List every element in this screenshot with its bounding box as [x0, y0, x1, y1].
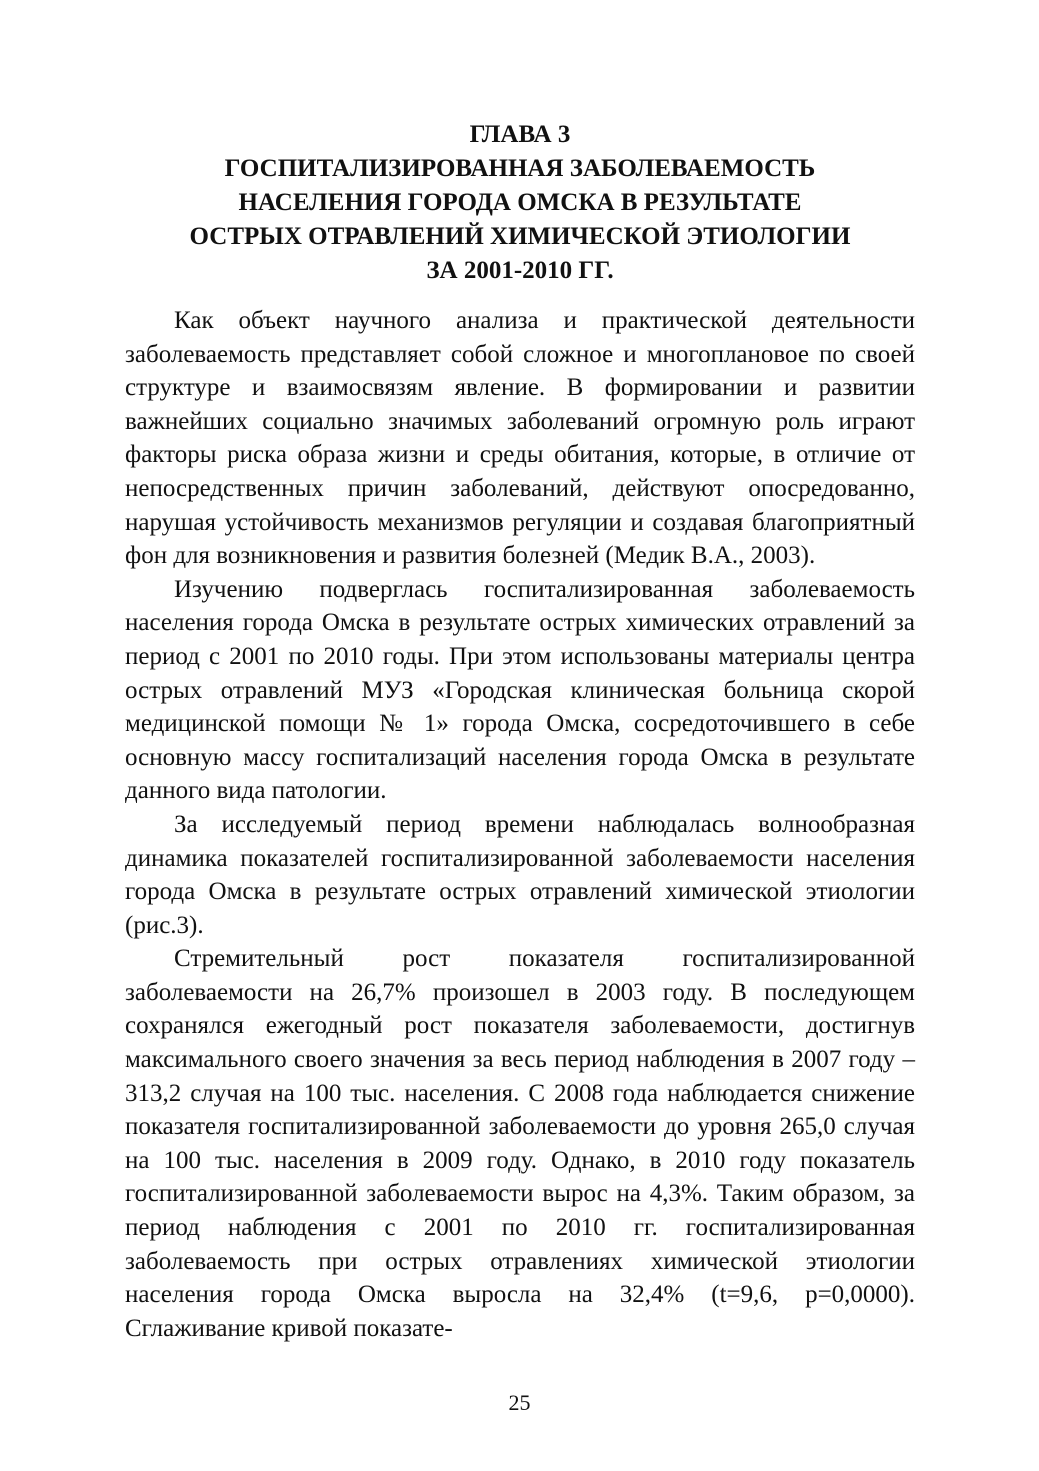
chapter-heading: [125, 118, 915, 288]
chapter-title-line-3: ОСТРЫХ ОТРАВЛЕНИЙ ХИМИЧЕСКОЙ ЭТИОЛОГИИ: [189, 223, 851, 250]
chapter-title-line-2: НАСЕЛЕНИЯ ГОРОДА ОМСКА В РЕЗУЛЬТАТЕ: [238, 189, 802, 216]
chapter-title-line-4: ЗА 2001-2010 ГГ.: [426, 257, 614, 284]
paragraph: Стремительный рост показателя госпитализированной заболеваемости на 26,7% произошел в 2003 году. В последующем сохранялся ежегодный рост показателя заболеваемости, достигнув максимального своего значения за весь период наблюдения в 2007 году – 313,2 случая на 100 тыс. населения. С 2008 года наблюдается снижение показателя госпитализированной заболеваемости до уровня 265,0 случая на 100 тыс. населения в 2009 году. Однако, в 2010 году показатель госпитализированной заболеваемости вырос на 4,3%. Таким образом, за период наблюдения с 2001 по 2010 гг. госпитализированная заболеваемость при острых отравлениях химической этиологии населения города Омска выросла на 32,4% (t=9,6, p=0,0000). Сглаживание кривой показате-: [125, 945, 915, 1342]
paragraph: Как объект научного анализа и практической деятельности заболеваемость представляет собой сложное и многоплановое по своей структуре и взаимосвязям явление. В формировании и развитии важнейших социально значимых заболеваний огромную роль играют факторы риска образа жизни и среды обитания, которые, в отличие от непосредственных причин заболеваний, действуют опосредованно, нарушая устойчивость механизмов регуляции и создавая благоприятный фон для возникновения и развития болезней (Медик В.А., 2003).: [125, 307, 915, 570]
paragraph: Изучению подверглась госпитализированная заболеваемость населения города Омска в результате острых химических отравлений за период с 2001 по 2010 годы. При этом использованы материалы центра острых отравлений МУЗ «Городская клиническая больница скорой медицинской помощи № 1» города Омска, сосредоточившего в себе основную массу госпитализаций населения города Омска в результате данного вида патологии.: [125, 575, 915, 805]
page-content: [125, 118, 915, 1345]
chapter-number: ГЛАВА 3: [469, 121, 571, 148]
chapter-title-line-1: ГОСПИТАЛИЗИРОВАННАЯ ЗАБОЛЕВАЕМОСТЬ: [224, 155, 816, 182]
paragraph: За исследуемый период времени наблюдалась волнообразная динамика показателей госпитализированной заболеваемости населения города Омска в результате острых отравлений химической этиологии (рис.3).: [125, 810, 915, 939]
body-text: [125, 304, 915, 1345]
page-number: 25: [508, 1390, 531, 1415]
